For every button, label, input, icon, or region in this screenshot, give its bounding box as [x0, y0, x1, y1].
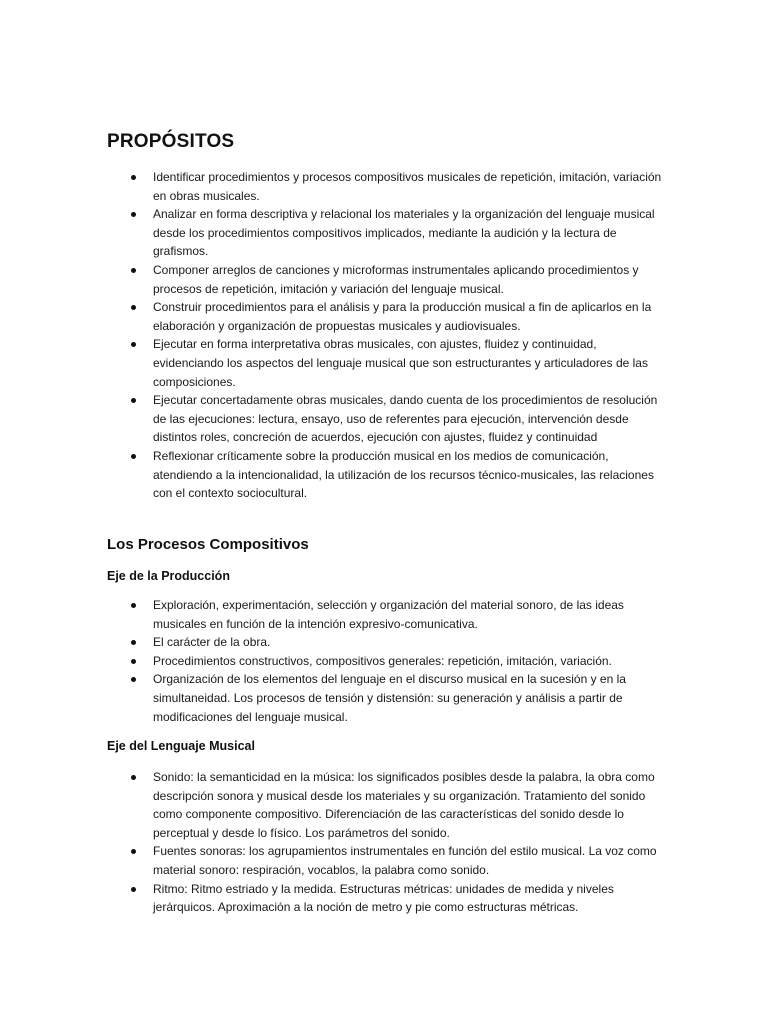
list-item: Fuentes sonoras: los agrupamientos instrumentales en función del estilo musical. La voz como material sonoro: respiración, vocablos, la palabra como sonido.: [0, 842, 663, 879]
list-item: Analizar en forma descriptiva y relacional los materiales y la organización del lenguaje musical desde los procedimientos compositivos implicados, mediante la audición y la lectura de grafismos.: [0, 205, 663, 261]
list-item: Exploración, experimentación, selección y organización del material sonoro, de las ideas musicales en función de la intención expresivo-comunicativa.: [0, 596, 663, 633]
subheading-produccion: Eje de la Producción: [107, 569, 230, 583]
bullet-icon: [131, 212, 136, 217]
list-item: Ejecutar concertadamente obras musicales, dando cuenta de los procedimientos de resolución de las ejecuciones: lectura, ensayo, uso de referentes para ejecución, intervención desde distintos roles, concreción de acuerdos, ejecución con ajustes, fluidez y continuidad: [0, 391, 663, 447]
bullet-icon: [131, 268, 136, 273]
list-item: El carácter de la obra.: [0, 633, 663, 652]
bullet-icon: [131, 454, 136, 459]
bullet-icon: [131, 677, 136, 682]
section-title-procesos: Los Procesos Compositivos: [107, 536, 309, 553]
bullet-icon: [131, 640, 136, 645]
list-item: Identificar procedimientos y procesos compositivos musicales de repetición, imitación, variación en obras musicales.: [0, 168, 663, 205]
list-item: Procedimientos constructivos, compositivos generales: repetición, imitación, variación.: [0, 652, 663, 671]
bullet-icon: [131, 849, 136, 854]
bullet-icon: [131, 398, 136, 403]
list-item: Reflexionar críticamente sobre la producción musical en los medios de comunicación, atendiendo a la intencionalidad, la utilización de los recursos técnico-musicales, las relaciones con el contexto sociocultural.: [0, 447, 663, 503]
bullet-icon: [131, 603, 136, 608]
list-item: Sonido: la semanticidad en la música: los significados posibles desde la palabra, la obra como descripción sonora y musical desde los materiales y su organización. Tratamiento del sonido como componente compositivo. Diferenciación de las características del sonido desde lo perceptual y desde lo físico. Los parámetros del sonido.: [0, 768, 663, 842]
propositos-list: [0, 168, 663, 503]
list-item: Organización de los elementos del lenguaje en el discurso musical en la sucesión y en la simultaneidad. Los procesos de tensión y distensión: su generación y análisis a partir de modificaciones del lenguaje musical.: [0, 670, 663, 726]
subheading-lenguaje: Eje del Lenguaje Musical: [107, 739, 255, 753]
page-title: PROPÓSITOS: [107, 131, 235, 152]
produccion-list: [0, 596, 663, 726]
bullet-icon: [131, 887, 136, 892]
lenguaje-list: [0, 768, 663, 917]
list-item: Construir procedimientos para el análisis y para la producción musical a fin de aplicarlos en la elaboración y organización de propuestas musicales y audiovisuales.: [0, 298, 663, 335]
list-item: Ritmo: Ritmo estriado y la medida. Estructuras métricas: unidades de medida y niveles jerárquicos. Aproximación a la noción de metro y pie como estructuras métricas.: [0, 880, 663, 917]
bullet-icon: [131, 342, 136, 347]
bullet-icon: [131, 175, 136, 180]
bullet-icon: [131, 659, 136, 664]
bullet-icon: [131, 305, 136, 310]
list-item: Ejecutar en forma interpretativa obras musicales, con ajustes, fluidez y continuidad, evidenciando los aspectos del lenguaje musical que son estructurantes y articuladores de las composiciones.: [0, 335, 663, 391]
bullet-icon: [131, 775, 136, 780]
list-item: Componer arreglos de canciones y microformas instrumentales aplicando procedimientos y procesos de repetición, imitación y variación del lenguaje musical.: [0, 261, 663, 298]
